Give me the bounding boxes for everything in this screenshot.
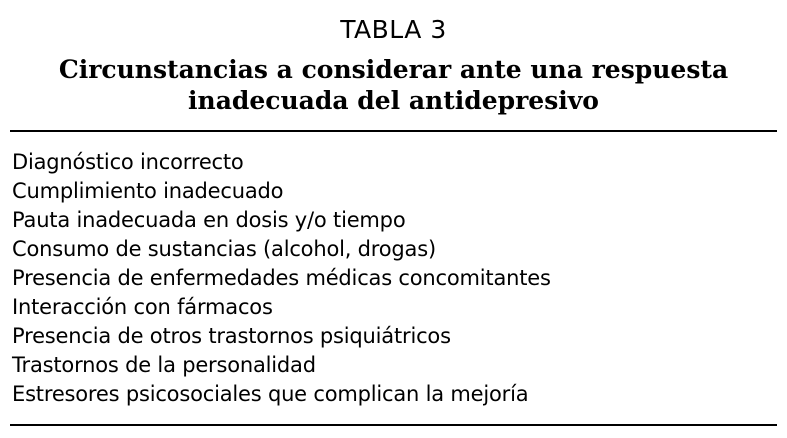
list-item: Pauta inadecuada en dosis y/o tiempo <box>12 208 406 232</box>
list-item: Presencia de otros trastornos psiquiátricos <box>12 324 451 348</box>
circumstance-list <box>12 148 551 409</box>
list-item: Estresores psicosociales que complican la mejoría <box>12 382 529 406</box>
table-title-line-2: inadecuada del antidepresivo <box>188 86 599 115</box>
list-item: Cumplimiento inadecuado <box>12 179 284 203</box>
table-number-label: TABLA 3 <box>340 15 447 44</box>
table-title-line-1: Circunstancias a considerar ante una respuesta <box>58 55 729 84</box>
list-item: Diagnóstico incorrecto <box>12 150 244 174</box>
bottom-rule <box>10 424 777 426</box>
list-item: Trastornos de la personalidad <box>12 353 316 377</box>
list-item: Presencia de enfermedades médicas concomitantes <box>12 266 551 290</box>
list-item: Interacción con fármacos <box>12 295 273 319</box>
table-title <box>0 54 787 116</box>
top-rule <box>10 130 777 132</box>
list-item: Consumo de sustancias (alcohol, drogas) <box>12 237 436 261</box>
